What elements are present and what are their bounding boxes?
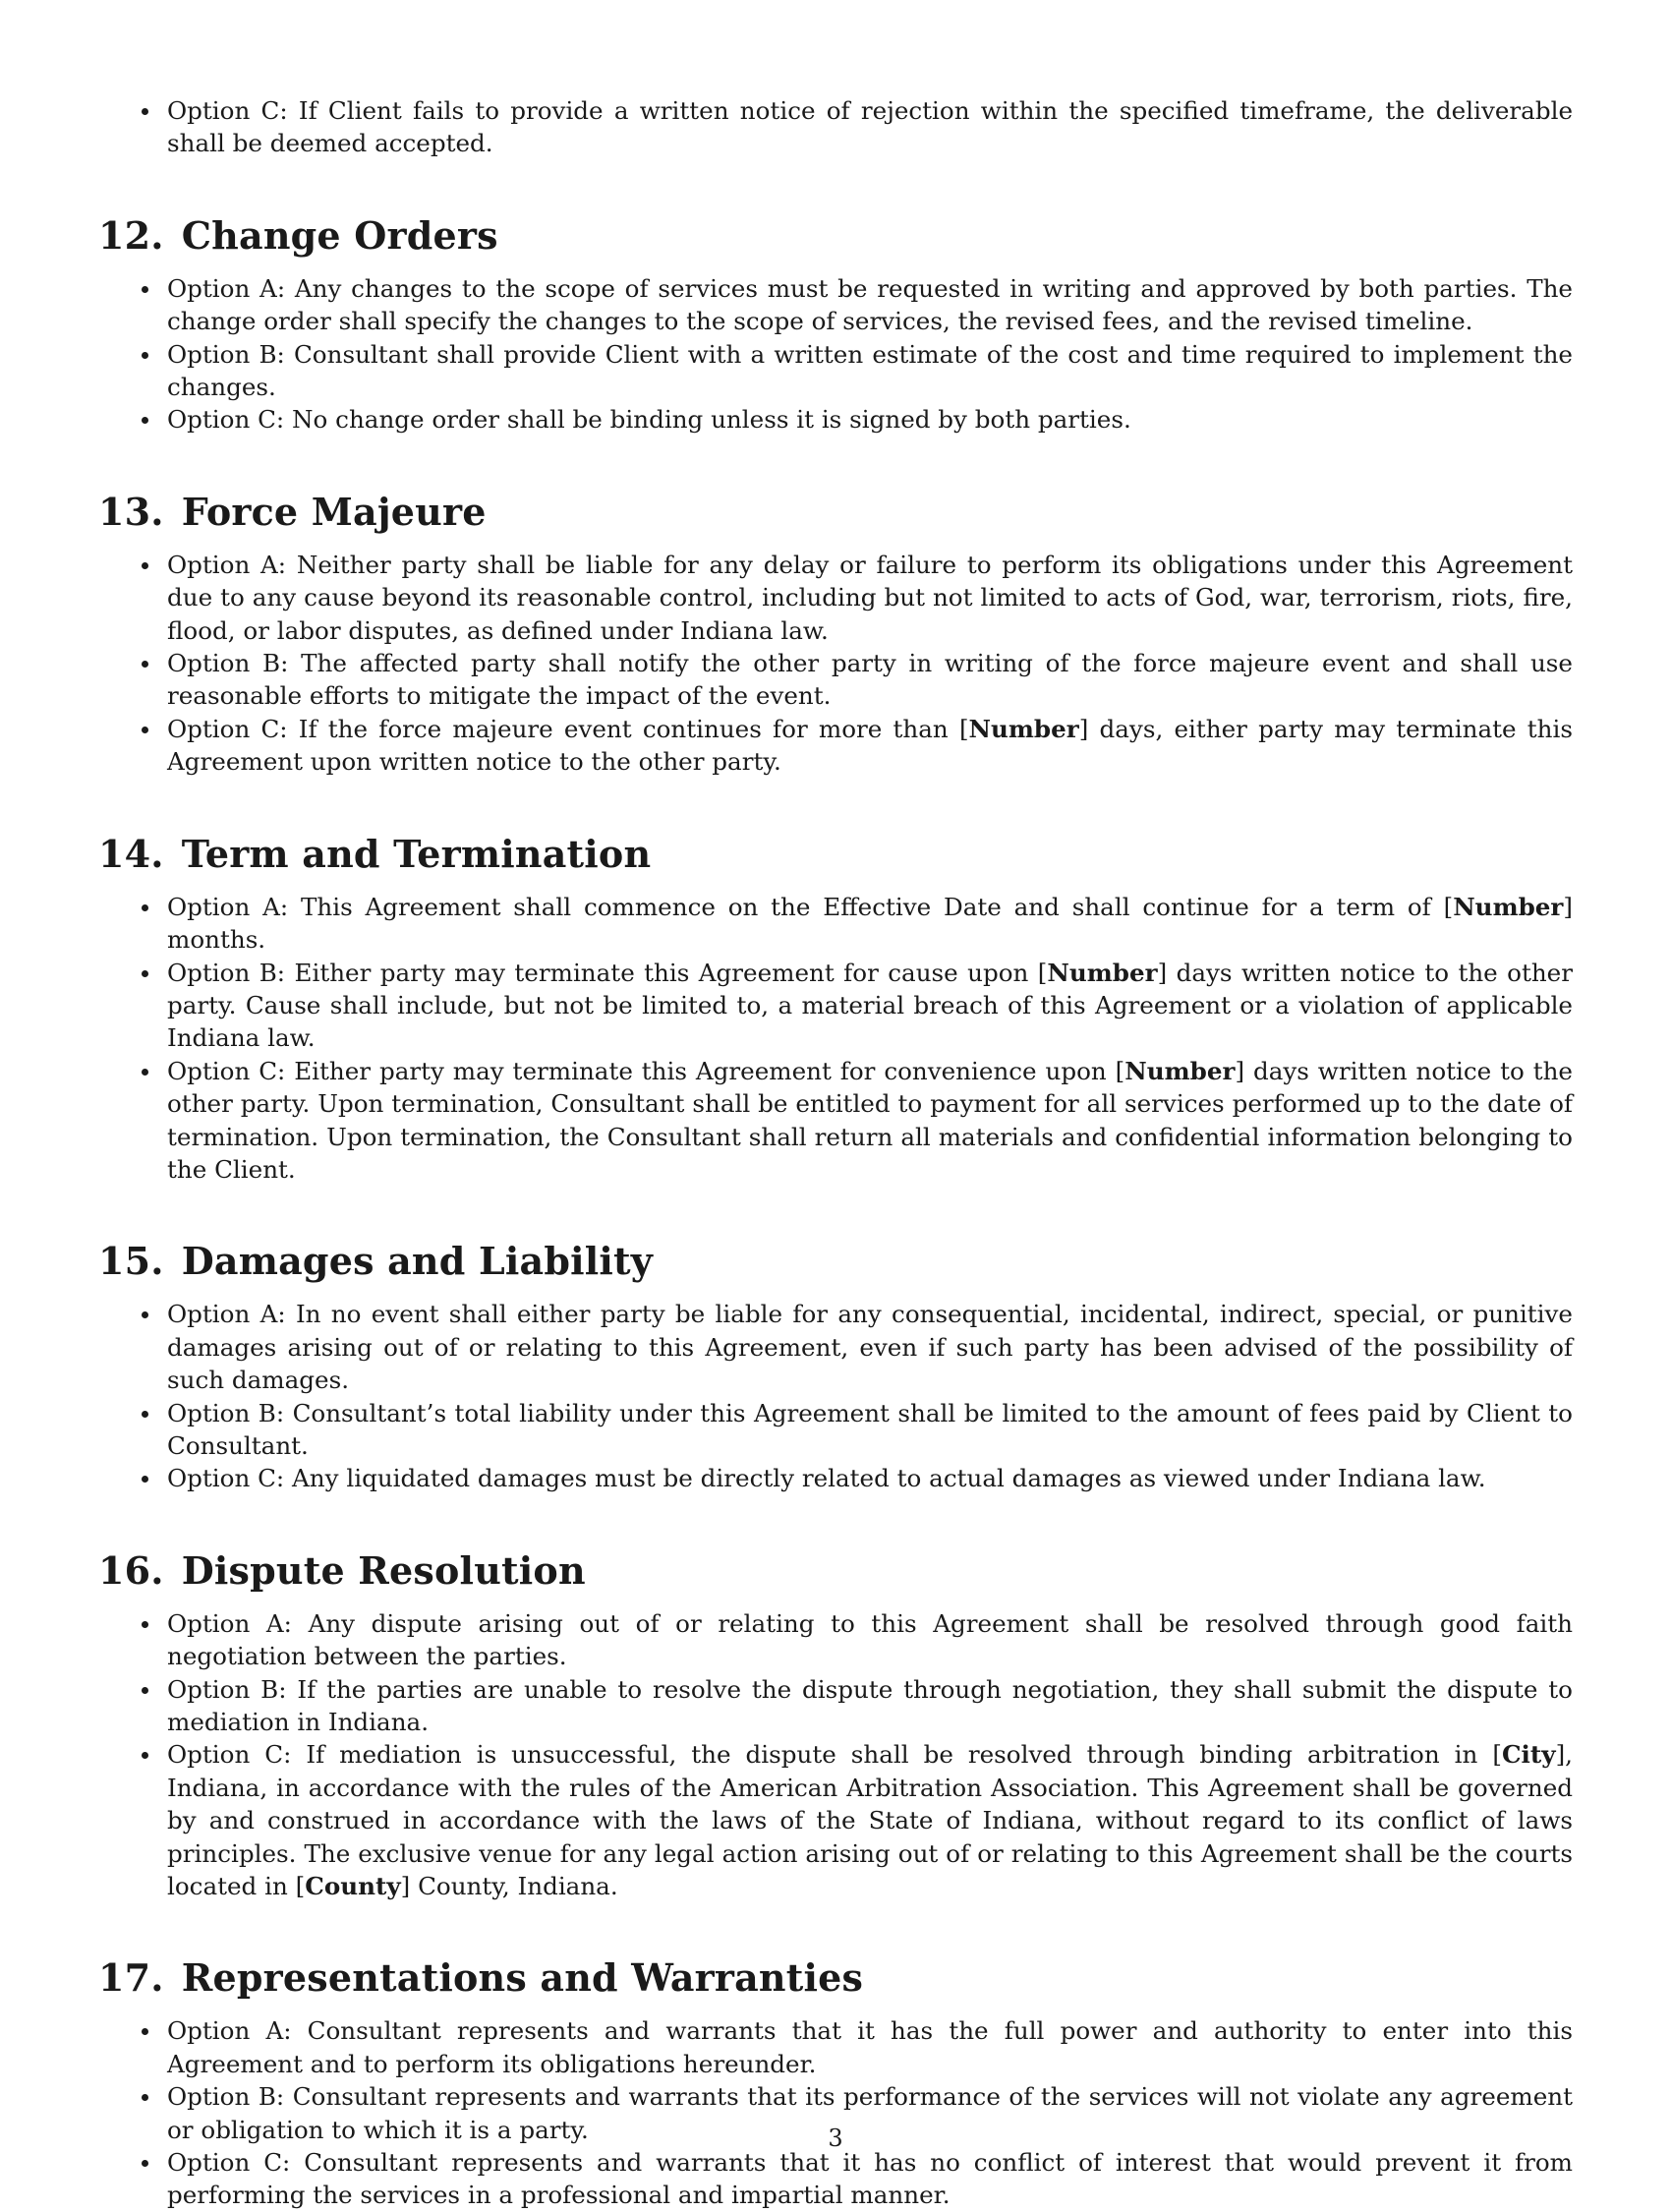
section-title: Change Orders <box>181 212 498 258</box>
option-list <box>98 1298 1573 1494</box>
option-item: Option A: Any changes to the scope of services must be requested in writing and approved by both parties. The change order shall specify the changes to the scope of services, the revised fees, and the revised timeline. <box>98 272 1573 338</box>
option-item: Option B: The affected party shall notify the other party in writing of the force majeure event and shall use reasonable efforts to mitigate the impact of the event. <box>98 647 1573 713</box>
section-change-orders <box>98 213 1573 437</box>
document-page <box>98 94 1573 2212</box>
option-list <box>98 549 1573 779</box>
option-item: Option A: Neither party shall be liable for any delay or failure to perform its obligations under this Agreement due to any cause beyond its reasonable control, including but not limited to acts of God, war, terrorism, riots, fire, flood, or labor disputes, as defined under Indiana law. <box>98 549 1573 647</box>
option-item: Option C: Either party may terminate this Agreement for convenience upon [Number] days written notice to the other party. Upon termination, Consultant shall be entitled to payment for all services performed up to the date of termination. Upon termination, the Consultant shall return all materials and confidential information belonging to the Client. <box>98 1055 1573 1187</box>
section-term-and-termination <box>98 832 1573 1187</box>
section-heading <box>98 1955 1573 2001</box>
section-number: 12. <box>98 212 164 258</box>
option-item: Option A: Any dispute arising out of or relating to this Agreement shall be resolved through good faith negotiation between the parties. <box>98 1607 1573 1673</box>
section-number: 14. <box>98 831 164 876</box>
option-list <box>98 94 1573 160</box>
section-representations-and-warranties <box>98 1955 1573 2211</box>
option-item: Option C: If the force majeure event continues for more than [Number] days, either party may terminate this Agreement upon written notice to the other party. <box>98 713 1573 779</box>
option-item: Option B: Either party may terminate this Agreement for cause upon [Number] days written notice to the other party. Cause shall include, but not be limited to, a material breach of this Agreement or a violation of applicable Indiana law. <box>98 957 1573 1055</box>
option-list <box>98 272 1573 437</box>
placeholder-field: County <box>305 1872 401 1901</box>
section-damages-and-liability <box>98 1239 1573 1494</box>
option-item: Option C: If mediation is unsuccessful, the dispute shall be resolved through binding arbitration in [City], Indiana, in accordance with the rules of the American Arbitration Association. This Agreement shall be governed by and construed in accordance with the laws of the State of Indiana, without regard to its conflict of laws principles. The exclusive venue for any legal action arising out of or relating to this Agreement shall be the courts located in [County] County, Indiana. <box>98 1738 1573 1902</box>
option-item: Option B: If the parties are unable to resolve the dispute through negotiation, they shall submit the dispute to mediation in Indiana. <box>98 1673 1573 1739</box>
option-list <box>98 2014 1573 2211</box>
option-item: Option C: If Client fails to provide a written notice of rejection within the specified timeframe, the deliverable shall be deemed accepted. <box>98 94 1573 160</box>
section-number: 17. <box>98 1955 164 2001</box>
section-title: Force Majeure <box>181 489 487 534</box>
option-list <box>98 891 1573 1187</box>
section-title: Damages and Liability <box>181 1239 654 1284</box>
section-dispute-resolution <box>98 1548 1573 1903</box>
section-number: 16. <box>98 1547 164 1593</box>
section-title: Term and Termination <box>181 831 652 876</box>
section-title: Dispute Resolution <box>181 1547 586 1593</box>
option-item: Option A: In no event shall either party be liable for any consequential, incidental, indirect, special, or punitive damages arising out of or relating to this Agreement, even if such party has been advised of the possibility of such damages. <box>98 1298 1573 1396</box>
option-item: Option A: This Agreement shall commence on the Effective Date and shall continue for a term of [Number] months. <box>98 891 1573 957</box>
section-continuation <box>98 94 1573 160</box>
section-number: 15. <box>98 1239 164 1284</box>
section-heading <box>98 1239 1573 1284</box>
option-item: Option B: Consultant represents and warrants that its performance of the services will not violate any agreement or obligation to which it is a party. <box>98 2080 1573 2146</box>
section-number: 13. <box>98 489 164 534</box>
option-item: Option C: No change order shall be binding unless it is signed by both parties. <box>98 403 1573 436</box>
option-item: Option C: Consultant represents and warrants that it has no conflict of interest that would prevent it from performing the services in a professional and impartial manner. <box>98 2146 1573 2212</box>
placeholder-field: Number <box>1124 1056 1236 1085</box>
section-force-majeure <box>98 490 1573 779</box>
placeholder-field: Number <box>1453 892 1564 921</box>
option-item: Option C: Any liquidated damages must be directly related to actual damages as viewed under Indiana law. <box>98 1462 1573 1494</box>
option-item: Option B: Consultant shall provide Client with a written estimate of the cost and time required to implement the changes. <box>98 338 1573 404</box>
option-item: Option A: Consultant represents and warrants that it has the full power and authority to enter into this Agreement and to perform its obligations hereunder. <box>98 2014 1573 2080</box>
section-heading <box>98 490 1573 535</box>
placeholder-field: City <box>1501 1740 1556 1770</box>
section-heading <box>98 213 1573 259</box>
placeholder-field: Number <box>968 714 1079 743</box>
page-number: 3 <box>828 2125 843 2152</box>
placeholder-field: Number <box>1047 958 1158 987</box>
option-item: Option B: Consultant’s total liability under this Agreement shall be limited to the amount of fees paid by Client to Consultant. <box>98 1397 1573 1463</box>
section-title: Representations and Warranties <box>181 1955 864 2001</box>
option-list <box>98 1607 1573 1903</box>
section-heading <box>98 832 1573 877</box>
section-heading <box>98 1548 1573 1594</box>
